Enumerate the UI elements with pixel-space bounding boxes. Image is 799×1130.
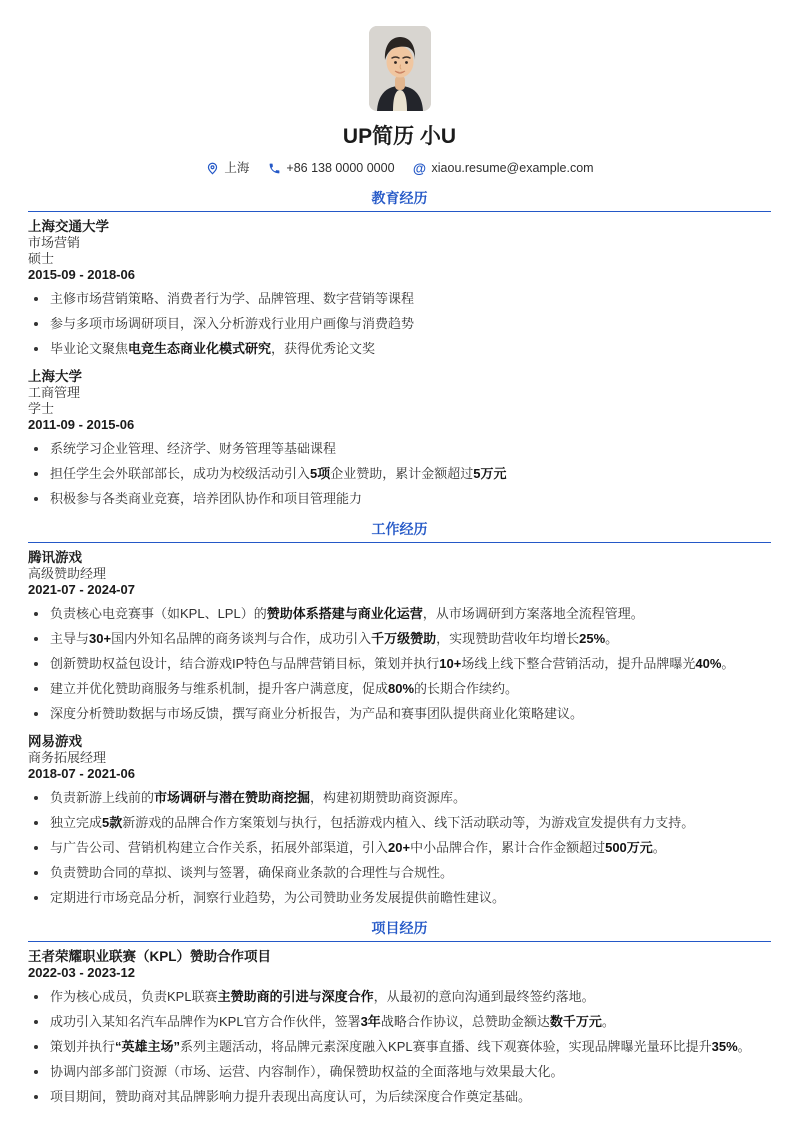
section-title: 工作经历 [371, 521, 428, 537]
bullet-text: 主修市场营销策略、消费者行为学、品牌管理、数字营销等课程 [50, 291, 415, 306]
bullet-text-bold: 30+ [89, 631, 112, 646]
entry-title: 网易游戏 [28, 734, 82, 749]
bullet-list [28, 290, 771, 358]
bullet-text: ，获得优秀论文奖 [271, 341, 376, 356]
bullet-item [28, 440, 771, 458]
bullet-text: 项目期间，赞助商对其品牌影响力提升表现出高度认可，为后续深度合作奠定基础。 [50, 1089, 532, 1104]
contact-text: +86 138 0000 0000 [286, 161, 395, 175]
bullet-text-bold: 千万级赞助 [371, 631, 437, 646]
bullet-item [28, 680, 771, 698]
bullet-text: ，实现赞助营收年均增长 [436, 631, 580, 646]
bullet-text: 。 [601, 1014, 615, 1029]
location-icon [205, 162, 219, 176]
phone-icon [267, 162, 281, 176]
bullet-text: ，从市场调研到方案落地全流程管理。 [422, 606, 644, 621]
resume-entry [28, 218, 771, 358]
bullet-text-bold: 5款 [102, 815, 123, 830]
bullet-text-bold: 主赞助商的引进与深度合作 [217, 989, 374, 1004]
bullet-item [28, 490, 771, 508]
bullet-text-bold: 20+ [388, 840, 411, 855]
bullet-text: 负责新游上线前的 [50, 790, 155, 805]
entry-subline: 商务拓展经理 [28, 750, 107, 765]
entry-date: 2022-03 - 2023-12 [28, 965, 135, 980]
bullet-list [28, 440, 771, 508]
bullet-item [28, 988, 771, 1006]
section-work [28, 520, 771, 907]
bullet-item [28, 1088, 771, 1106]
bullet-item [28, 340, 771, 358]
section-header [28, 189, 771, 212]
photo-container [28, 26, 771, 111]
bullet-item [28, 655, 771, 673]
bullet-text: 主导与 [50, 631, 90, 646]
bullet-item [28, 889, 771, 907]
bullet-text: 。 [721, 656, 735, 671]
entry-subline: 学士 [28, 401, 55, 416]
bullet-text-bold: 5项 [310, 466, 331, 481]
contact-row [28, 160, 771, 177]
profile-photo [369, 26, 431, 111]
bullet-text: 建立并优化赞助商服务与维系机制，提升客户满意度，促成 [50, 681, 389, 696]
bullet-text: 系统学习企业管理、经济学、财务管理等基础课程 [50, 441, 337, 456]
bullet-text: 担任学生会外联部部长，成功为校级活动引入 [50, 466, 311, 481]
section-title: 教育经历 [371, 190, 428, 206]
resume-entry [28, 368, 771, 508]
bullet-text: 深度分析赞助数据与市场反馈，撰写商业分析报告，为产品和赛事团队提供商业化策略建议。 [50, 706, 584, 721]
bullet-text-bold: 40% [695, 656, 722, 671]
bullet-text-bold: 500万元 [605, 840, 653, 855]
bullet-text: ，构建初期赞助商资源库。 [310, 790, 467, 805]
bullet-text: 独立完成 [50, 815, 103, 830]
section-education [28, 189, 771, 508]
bullet-text: 场线上线下整合营销活动，提升品牌曝光 [461, 656, 696, 671]
bullet-item [28, 814, 771, 832]
bullet-item [28, 1063, 771, 1081]
bullet-text: 的长期合作续约。 [414, 681, 519, 696]
bullet-text: 负责核心电竞赛事（如KPL、LPL）的 [50, 606, 267, 621]
bullet-text-bold: 数千万元 [549, 1014, 602, 1029]
bullet-list [28, 605, 771, 723]
bullet-item [28, 789, 771, 807]
bullet-list [28, 789, 771, 907]
entry-subline: 高级赞助经理 [28, 566, 107, 581]
entry-subline: 市场营销 [28, 235, 81, 250]
bullet-text: 参与多项市场调研项目，深入分析游戏行业用户画像与消费趋势 [50, 316, 415, 331]
email-icon [413, 162, 427, 176]
bullet-item [28, 605, 771, 623]
entry-title: 腾讯游戏 [28, 550, 82, 565]
contact-text: xiaou.resume@example.com [431, 161, 594, 175]
bullet-text: 。 [605, 631, 619, 646]
resume-sections [28, 189, 771, 1106]
resume-entry [28, 733, 771, 907]
contact-text: 上海 [224, 161, 250, 175]
section-header [28, 520, 771, 543]
contact-item-email [413, 160, 594, 177]
contact-item-location [205, 160, 249, 177]
contact-item-phone [267, 160, 394, 177]
bullet-text: 与广告公司、营销机构建立合作关系，拓展外部渠道，引入 [50, 840, 389, 855]
bullet-text-bold: 5万元 [473, 466, 507, 481]
bullet-text: 策划并执行 [50, 1039, 116, 1054]
section-header [28, 919, 771, 942]
resume-entry [28, 948, 771, 1106]
bullet-text: 负责赞助合同的草拟、谈判与签署，确保商业条款的合理性与合规性。 [50, 865, 454, 880]
bullet-text-bold: 80% [388, 681, 415, 696]
bullet-text-bold: 市场调研与潜在赞助商挖掘 [154, 790, 311, 805]
bullet-item [28, 705, 771, 723]
bullet-item [28, 315, 771, 333]
entry-date: 2015-09 - 2018-06 [28, 267, 135, 282]
entry-title: 上海大学 [28, 369, 82, 384]
bullet-item [28, 1013, 771, 1031]
bullet-item [28, 465, 771, 483]
at-glyph: @ [412, 160, 427, 176]
bullet-text-bold: 电竞生态商业化模式研究 [128, 341, 272, 356]
bullet-item [28, 630, 771, 648]
bullet-item [28, 290, 771, 308]
entry-title: 王者荣耀职业联赛（KPL）赞助合作项目 [28, 949, 271, 964]
entry-subline: 硕士 [28, 251, 55, 266]
bullet-text: 企业赞助，累计金额超过 [330, 466, 474, 481]
bullet-text: 国内外知名品牌的商务谈判与合作，成功引入 [111, 631, 372, 646]
bullet-item [28, 864, 771, 882]
entry-title: 上海交通大学 [28, 219, 109, 234]
entry-date: 2011-09 - 2015-06 [28, 417, 135, 432]
candidate-name: UP简历 小U [342, 125, 457, 148]
profile-photo-illustration [369, 26, 431, 111]
section-projects [28, 919, 771, 1106]
bullet-text: 定期进行市场竞品分析，洞察行业趋势，为公司赞助业务发展提供前瞻性建议。 [50, 890, 506, 905]
bullet-text: ，从最初的意向沟通到最终签约落地。 [373, 989, 595, 1004]
entry-subline: 工商管理 [28, 385, 81, 400]
bullet-text: 作为核心成员，负责KPL联赛 [50, 989, 218, 1004]
bullet-text-bold: 35% [711, 1039, 738, 1054]
resume-entry [28, 549, 771, 723]
bullet-text: 。 [737, 1039, 751, 1054]
bullet-text: 创新赞助权益包设计，结合游戏IP特色与品牌营销目标，策划并执行 [50, 656, 440, 671]
bullet-list [28, 988, 771, 1106]
bullet-text: 成功引入某知名汽车品牌作为KPL官方合作伙伴，签署 [50, 1014, 361, 1029]
bullet-item [28, 839, 771, 857]
bullet-text-bold: 3年 [360, 1014, 381, 1029]
bullet-text: 新游戏的品牌合作方案策划与执行，包括游戏内植入、线下活动联动等，为游戏宣发提供有力支持。 [122, 815, 695, 830]
entry-date: 2018-07 - 2021-06 [28, 766, 135, 781]
bullet-text: 毕业论文聚焦 [50, 341, 129, 356]
entry-date: 2021-07 - 2024-07 [28, 582, 135, 597]
section-title: 项目经历 [371, 920, 428, 936]
bullet-text: 。 [652, 840, 666, 855]
bullet-text-bold: 10+ [439, 656, 462, 671]
bullet-text-bold: “英雄主场” [115, 1039, 181, 1054]
bullet-text: 系列主题活动，将品牌元素深度融入KPL赛事直播、线下观赛体验，实现品牌曝光量环比提升 [180, 1039, 712, 1054]
bullet-text: 战略合作协议，总赞助金额达 [380, 1014, 550, 1029]
bullet-text-bold: 赞助体系搭建与商业化运营 [266, 606, 423, 621]
bullet-text: 协调内部多部门资源（市场、运营、内容制作），确保赞助权益的全面落地与效果最大化。 [50, 1064, 564, 1079]
bullet-item [28, 1038, 771, 1056]
bullet-text: 中小品牌合作，累计合作金额超过 [410, 840, 606, 855]
bullet-text-bold: 25% [579, 631, 606, 646]
bullet-text: 积极参与各类商业竞赛，培养团队协作和项目管理能力 [50, 491, 363, 506]
